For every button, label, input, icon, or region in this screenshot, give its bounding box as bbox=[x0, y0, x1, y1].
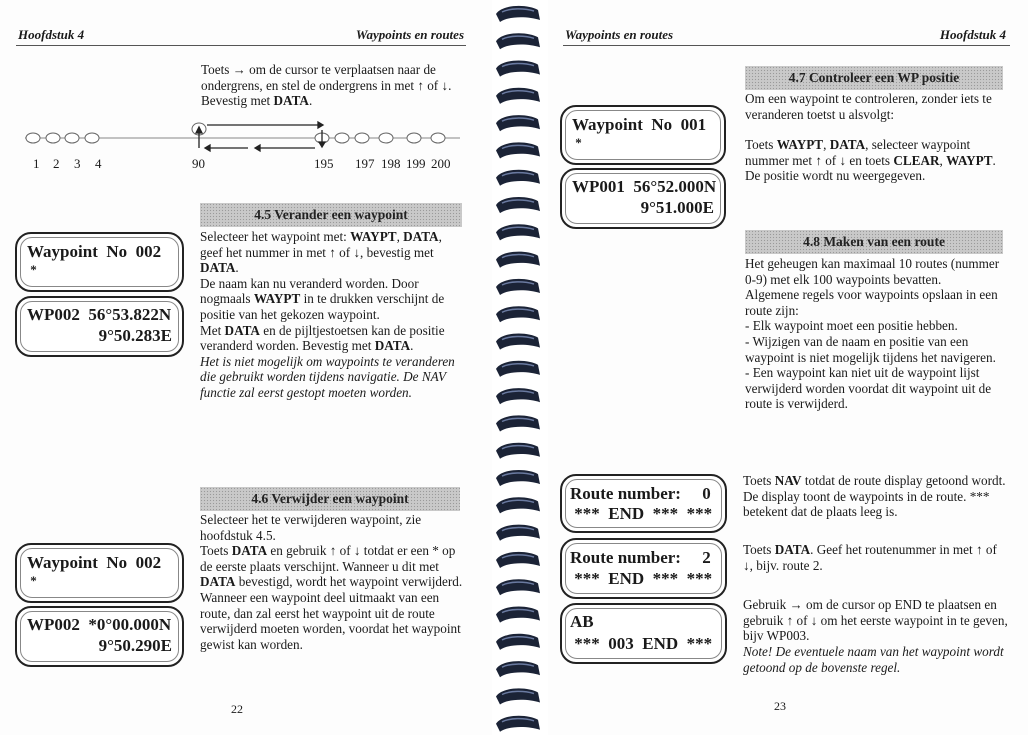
paragraph bbox=[745, 365, 1010, 412]
text-run: in te drukken verschijnt de positie van het gekozen waypoint. bbox=[200, 291, 445, 322]
number-line-label: 195 bbox=[314, 156, 334, 171]
section-4-8-text bbox=[745, 256, 1010, 412]
coil-ring bbox=[496, 607, 540, 623]
step-text bbox=[743, 542, 1008, 573]
lcd-display bbox=[15, 232, 184, 292]
number-line-label: 3 bbox=[74, 156, 81, 171]
route-display bbox=[560, 603, 727, 664]
lcd-display bbox=[15, 606, 184, 667]
page-number: 22 bbox=[231, 702, 243, 716]
coil-ring bbox=[496, 170, 540, 186]
paragraph bbox=[200, 229, 465, 276]
key-name: DATA bbox=[200, 260, 236, 276]
key-name: NAV bbox=[774, 473, 802, 488]
lcd-display bbox=[560, 105, 726, 165]
text-run: - Een waypoint kan niet uit de waypoint lijst verwijderd worden voordat dit waypoint uit de route is verwijderd. bbox=[745, 365, 992, 412]
paragraph bbox=[745, 318, 1010, 334]
text-run: en de pijltjestoetsen kan de positie veranderd worden. Bevestig met bbox=[200, 322, 445, 354]
number-line-label: 1 bbox=[33, 156, 40, 171]
text-run: en gebruik ↑ of ↓ totdat er een * op de eerste plaats verschijnt. Wanneer u dit met bbox=[200, 543, 456, 574]
coil-ring bbox=[496, 306, 540, 322]
number-line-label: 198 bbox=[381, 156, 401, 171]
paragraph bbox=[743, 644, 1008, 675]
display-line-1: WP001 56°52.000N bbox=[572, 177, 717, 196]
lcd-display bbox=[15, 543, 184, 603]
paragraph bbox=[745, 334, 1010, 365]
header-rule bbox=[16, 45, 466, 46]
key-name: DATA bbox=[829, 137, 866, 153]
section-heading-4-6: 4.6 Verwijder een waypoint bbox=[200, 487, 460, 511]
text-run: Het geheugen kan maximaal 10 routes (nummer 0-9) met elk 100 waypoints bevatten. bbox=[745, 256, 1000, 287]
coil-ring bbox=[496, 716, 540, 732]
key-name: DATA bbox=[231, 543, 268, 559]
number-line-label: 2 bbox=[53, 156, 60, 171]
coil-ring bbox=[496, 525, 540, 541]
section-4-7-text bbox=[745, 91, 1010, 184]
text-run: , selecteer waypoint nummer met ↑ of ↓ en toets bbox=[745, 137, 971, 168]
paragraph bbox=[745, 287, 1010, 318]
key-name: DATA bbox=[774, 542, 811, 557]
section-4-6-text bbox=[200, 512, 465, 652]
key-name: WAYPT bbox=[946, 152, 993, 168]
coil-ring bbox=[496, 334, 540, 350]
display-line-2: * bbox=[27, 262, 37, 277]
display-line-2: 9°50.283E bbox=[39, 326, 172, 345]
section-header: Waypoints en routes bbox=[355, 27, 464, 42]
coil-ring bbox=[496, 61, 540, 77]
text-run: bevestigd, wordt het waypoint verwijderd. bbox=[235, 574, 463, 590]
text-run: Het is niet mogelijk om waypoints te veranderen die gebruikt worden tijdens navigatie. De NAV functie zal eerst gestopt moeten worden. bbox=[200, 353, 455, 400]
lcd-display bbox=[560, 168, 726, 229]
text-run: - Wijzigen van de naam en positie van een waypoint is niet mogelijk tijdens het navigeren. bbox=[745, 333, 996, 365]
coil-ring bbox=[496, 388, 540, 404]
coil-ring bbox=[496, 579, 540, 595]
section-header: Waypoints en routes bbox=[565, 27, 674, 42]
number-line-label: 197 bbox=[355, 156, 375, 171]
key-name: DATA bbox=[403, 229, 439, 244]
section-4-5-text bbox=[200, 229, 465, 401]
key-name: DATA bbox=[374, 338, 411, 354]
paragraph bbox=[201, 62, 466, 109]
display-line-1: WP002 56°53.822N bbox=[27, 305, 172, 324]
text-run: totdat de route display getoond wordt. De display toont de waypoints in de route. *** betekent dat de plaats leeg is. bbox=[743, 473, 1006, 520]
display-line-2: *** END *** *** bbox=[570, 504, 713, 523]
text-run: Selecteer het te verwijderen waypoint, zie hoofdstuk 4.5. bbox=[200, 512, 422, 543]
section-heading-4-7: 4.7 Controleer een WP positie bbox=[745, 66, 1003, 90]
coil-ring bbox=[496, 197, 540, 213]
coil-ring bbox=[496, 142, 540, 158]
display-line-1: Waypoint No 002 bbox=[27, 242, 162, 261]
text-run: , geef het nummer in met ↑ of ↓, bevestig met bbox=[200, 229, 442, 260]
key-name: WAYPT bbox=[350, 229, 397, 244]
display-line-1: AB bbox=[570, 612, 594, 631]
display-line-2: *** END *** *** bbox=[570, 569, 713, 588]
text-run: . bbox=[308, 93, 313, 109]
display-line-1: Route number: 2 bbox=[570, 548, 711, 567]
section-heading-4-5: 4.5 Verander een waypoint bbox=[200, 203, 462, 227]
page-number: 23 bbox=[774, 699, 786, 713]
text-run: Toets bbox=[200, 543, 232, 559]
left-page bbox=[0, 0, 492, 735]
display-line-2: * bbox=[572, 135, 582, 150]
text-run: Toets bbox=[743, 473, 775, 488]
text-run: . bbox=[235, 260, 239, 276]
paragraph bbox=[200, 590, 465, 652]
coil-ring bbox=[496, 361, 540, 377]
coil-ring bbox=[496, 88, 540, 104]
text-run: Toets → om de cursor te verplaatsen naar de ondergrens, en stel de ondergrens in met ↑ of ↓. Bevestig met bbox=[201, 62, 452, 109]
key-name: DATA bbox=[224, 322, 260, 338]
paragraph bbox=[743, 542, 1008, 573]
display-line-1: Waypoint No 001 bbox=[572, 115, 707, 134]
number-line-label: 200 bbox=[431, 156, 451, 171]
coil-ring bbox=[496, 252, 540, 268]
text-run: Selecteer het waypoint met: bbox=[200, 229, 351, 244]
text-run: . Geef het routenummer in met ↑ of ↓, bijv. route 2. bbox=[743, 542, 997, 573]
lcd-display bbox=[15, 296, 184, 357]
step-text bbox=[743, 473, 1008, 520]
paragraph bbox=[200, 354, 465, 401]
key-name: WAYPT bbox=[253, 291, 301, 307]
coil-ring bbox=[496, 688, 540, 704]
paragraph bbox=[200, 512, 465, 543]
coil-ring bbox=[496, 279, 540, 295]
text-run: De naam kan nu veranderd worden. Door nogmaals bbox=[200, 275, 419, 307]
text-run: Note! De eventuele naam van het waypoint wordt getoond op de bovenste regel. bbox=[743, 644, 1004, 675]
display-line-1: Route number: 0 bbox=[570, 484, 711, 503]
text-run: Toets bbox=[743, 542, 775, 557]
coil-ring bbox=[496, 115, 540, 131]
right-page bbox=[548, 0, 1028, 735]
paragraph bbox=[200, 323, 465, 354]
paragraph bbox=[743, 473, 1008, 520]
paragraph bbox=[745, 91, 1010, 122]
chapter-header: Hoofdstuk 4 bbox=[939, 27, 1006, 42]
coil-ring bbox=[496, 634, 540, 650]
coil-ring bbox=[496, 33, 540, 49]
key-name: WAYPT bbox=[776, 137, 824, 153]
spiral-binding bbox=[488, 0, 550, 735]
display-line-2: 9°51.000E bbox=[581, 198, 714, 217]
coil-ring bbox=[496, 443, 540, 459]
display-line-2: * bbox=[27, 573, 37, 588]
paragraph bbox=[200, 276, 465, 323]
coil-ring bbox=[496, 224, 540, 240]
text-run: Gebruik → om de cursor op END te plaatsen en gebruik ↑ of ↓ om het eerste waypoint in te geven, bijv WP003. bbox=[743, 597, 1008, 644]
chapter-header: Hoofdstuk 4 bbox=[18, 27, 85, 42]
text-run: Met bbox=[200, 322, 225, 338]
coil-ring bbox=[496, 6, 540, 22]
paragraph bbox=[745, 137, 1010, 184]
paragraph bbox=[745, 256, 1010, 287]
header-rule bbox=[563, 45, 1010, 46]
coil-ring bbox=[496, 497, 540, 513]
text-run: Wanneer een waypoint deel uitmaakt van een route, dan zal eerst het waypoint uit de route verwijderd moeten worden, voordat het waypoint gewist kan worden. bbox=[200, 589, 461, 652]
paragraph bbox=[743, 597, 1008, 644]
coil-ring bbox=[496, 470, 540, 486]
text-run: Algemene regels voor waypoints opslaan in een route zijn: bbox=[745, 287, 998, 318]
text-run: . De positie wordt nu weergegeven. bbox=[745, 152, 996, 184]
coil-ring bbox=[496, 661, 540, 677]
text-run: , bbox=[823, 137, 830, 153]
key-name: DATA bbox=[273, 93, 309, 109]
text-run: . bbox=[410, 338, 414, 354]
paragraph bbox=[200, 543, 465, 590]
text-run: - Elk waypoint moet een positie hebben. bbox=[745, 318, 958, 334]
key-name: CLEAR bbox=[893, 152, 940, 168]
display-line-2: *** 003 END *** bbox=[570, 634, 713, 653]
step-text bbox=[743, 597, 1008, 644]
text-run: Om een waypoint te controleren, zonder iets te veranderen toetst u alsvolgt: bbox=[745, 91, 992, 122]
number-line-label: 90 bbox=[192, 156, 205, 171]
number-line-label: 199 bbox=[406, 156, 426, 171]
note-text bbox=[743, 644, 1008, 675]
coil-ring bbox=[496, 552, 540, 568]
section-heading-4-8: 4.8 Maken van een route bbox=[745, 230, 1003, 254]
number-line-label: 4 bbox=[95, 156, 102, 171]
number-line-diagram bbox=[20, 118, 465, 154]
display-line-2: 9°50.290E bbox=[39, 636, 172, 655]
display-line-1: WP002 *0°00.000N bbox=[27, 615, 172, 634]
text-run: Toets bbox=[745, 137, 777, 153]
text-run: , bbox=[396, 229, 404, 244]
route-display bbox=[560, 538, 727, 599]
coil-ring bbox=[496, 415, 540, 431]
text-run: , bbox=[939, 152, 947, 168]
intro-text bbox=[201, 62, 466, 109]
key-name: DATA bbox=[200, 574, 236, 590]
route-display bbox=[560, 474, 727, 533]
display-line-1: Waypoint No 002 bbox=[27, 553, 162, 572]
